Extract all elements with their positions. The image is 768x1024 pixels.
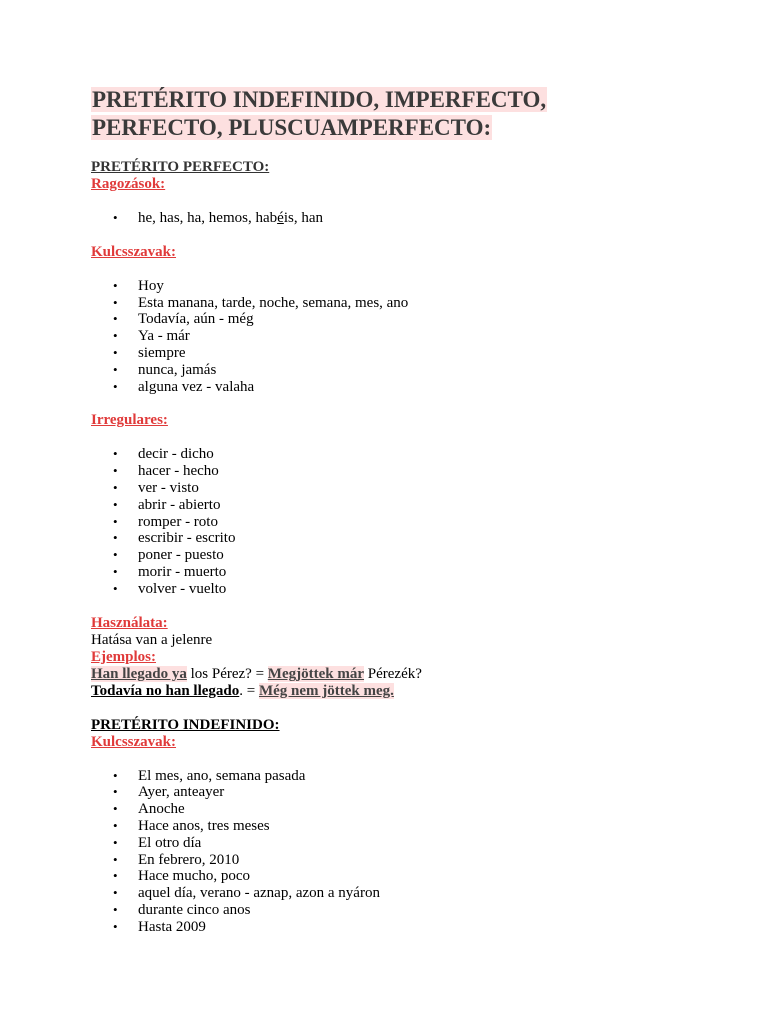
accent-e: é	[277, 210, 284, 226]
list-item: • Todavía, aún - még	[113, 311, 254, 328]
list-item: • hacer - hecho	[113, 463, 219, 480]
list-item: • aquel día, verano - aznap, azon a nyáron	[113, 885, 380, 902]
example-2: Todavía no han llegado. = Még nem jöttek meg.	[91, 682, 394, 699]
list-item: • durante cinco anos	[113, 901, 251, 918]
example-1: Han llegado ya los Pérez? = Megjöttek már Pérezék?	[91, 665, 422, 682]
list-item: • Hasta 2009	[113, 918, 206, 935]
example-2-hungarian: Még nem jöttek meg.	[258, 682, 394, 699]
ejemplos-label: Ejemplos:	[91, 648, 156, 665]
ragozasok-label: Ragozások:	[91, 176, 166, 192]
hasznalata-text: Hatása van a jelenre	[91, 631, 213, 648]
conjugation-list	[91, 210, 691, 227]
list-item: • El otro día	[113, 834, 202, 851]
indefinido-kulcsszavak-label: Kulcsszavak:	[91, 733, 177, 750]
example-2-spanish: Todavía no han llegado	[91, 682, 240, 699]
example-1-hungarian: Megjöttek már	[267, 665, 365, 682]
irregulares-label: Irregulares:	[91, 412, 168, 429]
list-item: • Anoche	[113, 801, 185, 818]
perfecto-heading: PRETÉRITO PERFECTO:	[91, 159, 270, 175]
list-item: • escribir - escrito	[113, 530, 236, 547]
list-item: • Hoy	[113, 277, 164, 294]
example-1-spanish: Han llegado ya	[91, 665, 187, 682]
list-item: • En febrero, 2010	[113, 851, 240, 868]
list-item: • Ya - már	[113, 328, 190, 345]
document-page	[91, 86, 691, 936]
list-item: • ver - visto	[113, 479, 199, 496]
list-item: • Ayer, anteayer	[113, 784, 225, 801]
hasznalata-label: Használata:	[91, 614, 168, 631]
list-item: • he, has, ha, hemos, habéis, han	[113, 210, 323, 226]
list-item: • Hace anos, tres meses	[113, 817, 270, 834]
indefinido-keywords-list	[91, 768, 691, 936]
list-item: • poner - puesto	[113, 547, 224, 564]
list-item: • Hace mucho, poco	[113, 868, 251, 885]
title-line-2: PERFECTO, PLUSCUAMPERFECTO:	[92, 115, 492, 140]
list-item: • alguna vez - valaha	[113, 378, 255, 395]
list-item: • Esta manana, tarde, noche, semana, mes, ano	[113, 294, 409, 311]
indefinido-heading: PRETÉRITO INDEFINIDO:	[91, 716, 280, 733]
perfecto-keywords-list	[91, 278, 691, 396]
list-item: • romper - roto	[113, 513, 218, 530]
list-item: • El mes, ano, semana pasada	[113, 767, 306, 784]
list-item: • siempre	[113, 344, 186, 361]
list-item: • abrir - abierto	[113, 496, 221, 513]
title-line-1: PRETÉRITO INDEFINIDO, IMPERFECTO,	[92, 87, 547, 112]
kulcsszavak-label: Kulcsszavak:	[91, 243, 177, 260]
irregulars-list	[91, 446, 691, 597]
list-item: • morir - muerto	[113, 563, 227, 580]
list-item: • nunca, jamás	[113, 361, 217, 378]
list-item: • volver - vuelto	[113, 580, 227, 597]
page-title	[91, 86, 691, 142]
list-item: • decir - dicho	[113, 446, 214, 463]
